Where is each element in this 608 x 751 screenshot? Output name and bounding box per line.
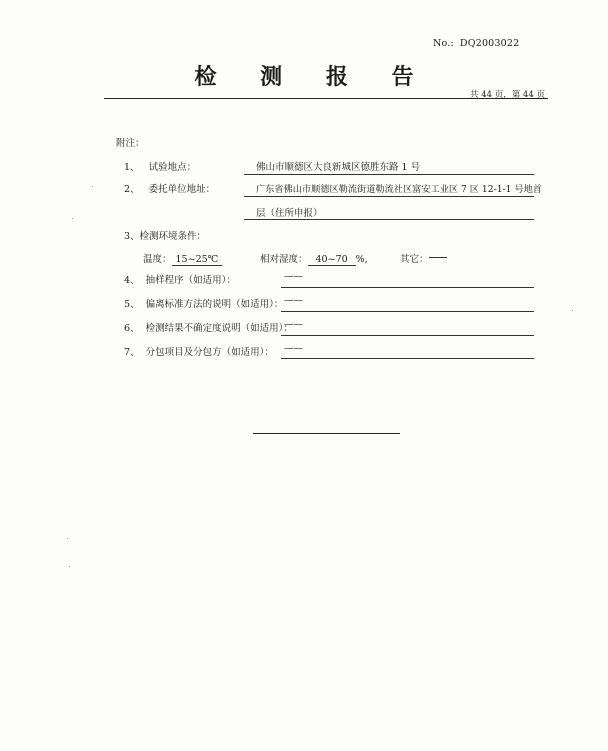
item-6-text: 检测结果不确定度说明（如适用）： — [145, 323, 293, 334]
end-of-report-line — [253, 433, 400, 434]
report-number-label: No.: — [433, 38, 454, 49]
item-2-label — [124, 181, 215, 195]
item-5-text: 偏离标准方法的说明（如适用）： — [145, 299, 284, 310]
humidity — [260, 251, 368, 266]
temperature — [143, 251, 222, 266]
item-4-text: 抽样程序（如适用）： — [145, 275, 236, 286]
item-6-label — [124, 320, 293, 334]
item-1-text: 试验地点： — [148, 162, 197, 173]
item-4-value: —— — [284, 271, 303, 282]
humidity-unit: %, — [355, 254, 368, 265]
item-6-value: —— — [284, 319, 303, 330]
other-condition-dash — [429, 257, 447, 258]
item-7-underline — [281, 358, 534, 359]
item-4-number: 4、 — [124, 275, 140, 286]
item-2-value-line2: 层（住所申报） — [256, 208, 323, 219]
item-6-underline — [281, 335, 534, 336]
item-2-number: 2、 — [124, 184, 140, 195]
item-5-label — [124, 296, 283, 310]
item-5-number: 5、 — [124, 299, 140, 310]
appendix-heading: 附注： — [116, 138, 145, 149]
other-condition — [400, 251, 447, 265]
item-1-value: 佛山市顺德区大良新城区德胜东路 1 号 — [256, 162, 421, 173]
item-7-label — [124, 344, 274, 358]
item-5-underline — [281, 311, 534, 312]
item-7-text: 分包项目及分包方（如适用）： — [145, 347, 274, 358]
item-1-label — [124, 159, 196, 173]
report-number — [433, 38, 519, 49]
item-5-value: —— — [284, 295, 303, 306]
scan-speck — [72, 218, 73, 219]
humidity-label: 相对湿度： — [260, 254, 308, 265]
header-divider — [104, 98, 548, 99]
other-condition-label: 其它： — [400, 254, 429, 265]
item-1-underline — [244, 174, 534, 175]
item-3-text: 检测环境条件： — [139, 231, 207, 242]
scan-speck — [69, 566, 70, 567]
item-7-value: —— — [284, 343, 303, 354]
humidity-value: 40~70 — [308, 254, 356, 266]
item-2-value-line1: 广东省佛山市顺德区勒流街道勒流社区富安工业区 7 区 12-1-1 号地首 — [256, 184, 542, 195]
item-7-number: 7、 — [124, 347, 140, 358]
item-3-label — [124, 228, 206, 242]
item-4-underline — [281, 287, 534, 288]
item-1-number: 1、 — [124, 162, 140, 173]
report-number-value: DQ2003022 — [459, 38, 520, 49]
report-title: 检 测 报 告 — [194, 64, 432, 90]
item-2-underline-1 — [244, 196, 534, 197]
item-6-number: 6、 — [124, 323, 140, 334]
temperature-value: 15~25℃ — [172, 254, 223, 266]
page-count: 共 44 页，第 44 页 — [470, 90, 545, 100]
item-4-label — [124, 272, 236, 286]
scan-speck — [92, 186, 93, 187]
scan-speck — [67, 538, 68, 539]
item-2-text: 委托单位地址： — [148, 184, 216, 195]
temperature-label: 温度： — [143, 254, 172, 265]
item-2-underline-2 — [244, 219, 534, 220]
item-3-number: 3、 — [124, 231, 140, 242]
scan-speck — [572, 310, 573, 311]
